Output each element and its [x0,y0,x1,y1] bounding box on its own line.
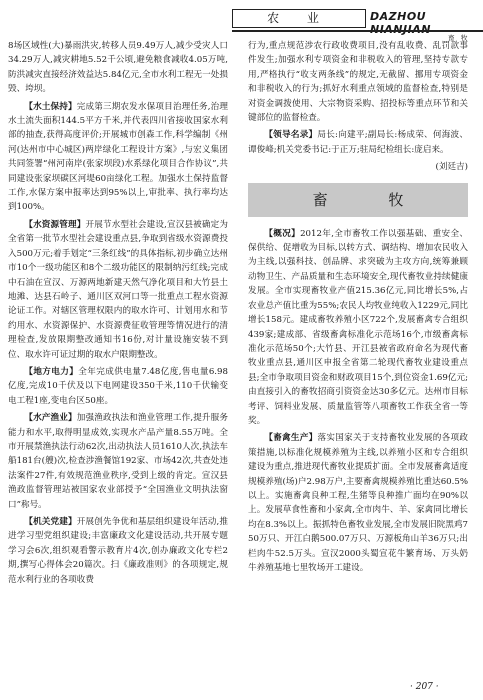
paragraph-continued: 行为,重点规范涉农行政收费项目,没有乱收费、乱罚款事件发生;加强水利专项资金和非税收入的管理,坚持专款专用,严格执行“收支两条线”的规定,无截留、挪用专项资金和非税收入的行为;抓好水利重点领域的监督检查,特别是对资金调拨使用、大宗物资采购、招投标等重点环节和关键部位的监督检查。 [248,41,468,124]
entry-body: 开展创先争优和基层组织建设年活动,推进学习型党组织建设;丰富廉政文化建设活动,共开展专题学习会6次,组织观看警示教育片4次,创办廉政文化专栏2期,撰写心得体会20篇次。扫《廉政准则》的各项规定,规范水利行业的各项收费 [8,517,228,585]
entry-tag: 【水土保持】 [24,101,77,112]
paragraph-water-resources [8,218,228,362]
paragraph-leaders [248,128,468,157]
page-number: · 207 · [410,682,439,692]
paragraph-party-building [8,515,228,587]
section-banner: 畜 牧 [248,183,468,217]
paragraph-intro: 8场区域性(大)暴雨洪灾,转移人员9.49万人,减少受灾人口34.29万人,减灾耕地5.52千公顷,避免粮食减收4.05万吨,防洪减灾直接经济效益达5.84亿元,全市水利工程无一处损毁、垮坝。 [8,41,228,95]
entry-body: 开展节水型社会建设,宣汉县被确定为全省第一批节水型社会建设重点县,争取到省级水资源费投入500万元;着手划定“三条红线”的具体指标,初步确立达州市10个一级功能区和8个二级功能区的限制纳污红线;完成中石油在宣汉、万源两地新建天然气净化项目和大竹县土地滩、达县石岭子、通川区双河口等一批重点工程水资源论证工作。对辖区管理权限内的取水许可、计划用水和节约用水、水资源保护、水资源费征收管理等情况进行的清理检查,发放限期整改通知书16份,对计量设施安装不到位、取水许可证过期的取水户限期整改。 [8,219,228,360]
header-rule [232,30,483,32]
entry-body: 局长:向建平;副局长:杨成荣、何海波、谭俊峰;机关党委书记:于正万;驻局纪检组长:庞启来。 [248,130,468,155]
entry-tag: 【畜禽生产】 [264,433,318,444]
paragraph-fisheries [8,411,228,512]
paragraph-livestock-production [248,431,468,575]
left-column [8,39,228,590]
paragraph-overview [248,227,468,429]
entry-tag: 【概况】 [264,228,301,239]
journal-name: DAZHOU [370,10,427,23]
section-title: 农 业 [232,9,366,28]
entry-tag: 【水资源管理】 [24,219,86,230]
entry-body: 完成第三期农发水保项目治理任务,治理水土流失面积144.5平方千米,并代表四川省接收国家水利部的抽查,获得高度评价;开展城市创森工作,科学编制《州河(达州市中心城区)两岸绿化工程设计方案》,与宏义集团共同签署“州河南岸(张家坝段)水系绿化项目合作协议”,共同建设张家坝碳区河堤60亩绿化工程。加强水土保持监督工作,水保方案申报率达到95%以上,审批率、执行率均达到100%。 [8,101,228,213]
entry-body: 全年完成供电量7.48亿度,售电量6.98亿度,完成10千伏及以下电网建设350千米,110千伏输变电工程1座,变电台区50座。 [8,366,228,406]
entry-tag: 【领导名录】 [264,130,318,141]
entry-body: 2012年,全市畜牧工作以强基础、重安全、保供给、促增收为目标,以转方式、调结构、增加农民收入为主线,以强科技、创品牌、求突破为主攻方向,统筹兼顾动物卫生、产品质量和生态环境安全,现代畜牧业持续健康发展。全市实现畜牧业产值215.36亿元,同比增长5%,占农业总产值比重为55%;农民人均牧业纯收入1229元,同比增长158元。建成畜牧养殖小区722个,发展畜禽专合组织439家;建成部、省级畜禽标准化示范场16个,市级畜禽标准化示范场50个;大竹县、开江县被省政府命名为现代畜牧业重点县,通川区申报全省第二轮现代畜牧业建设重点县;全市争取项目资金和财政项目15个,到位资金1.69亿元;由直接引入的畜牧招商引资资金达30多亿元。达州市目标考评、饲料业发展、质量监管等八项畜牧工作获全省一等奖。 [248,228,468,426]
paragraph-local-power [8,365,228,408]
entry-tag: 【地方电力】 [24,366,79,377]
paragraph-soil-conservation [8,100,228,215]
running-header [0,0,483,40]
author-credit: (刘廷吉) [435,162,468,173]
entry-tag: 【机关党建】 [24,517,77,527]
entry-tag: 【水产渔业】 [24,413,77,424]
entry-body: 落实国家关于支持畜牧业发展的各项政策措施,以标准化规模养殖为主线,以养殖小区和专合组织建设为重点,推进现代畜牧业提质扩面。全市发展畜禽适度规模养殖(场)户2.98万户,主要畜禽规模养殖比重达60.5%以上。实施畜禽良种工程,生猪等良种推广面均在90%以上。发展草食性畜和小家禽,全市肉牛、羊、家禽同比增长均在8.3%以上。振抓特色畜牧业发展,全市发展旧院黑鸡750万只、开江白鹅500.07万只、万源板角山羊36万只;出栏肉牛52.5万头。宣汉2000头蜀宣花牛繁育场、万头奶牛养殖基地七里牧场开工建设。 [248,433,468,573]
entry-body: 加强渔政执法和渔业管理工作,提升服务能力和水平,取得明显成效,实现水产品产量8.55万吨。全市开展禁渔执法行动62次,出动执法人员1610人次,执法车船181台(艘)次,检查涉渔餐馆192家、市场42次,共查处违法案件27件,有效规范渔业秩序,受到上级的肯定。宣汉县渔政监督管理站被国家农业部授予“全国渔业文明执法窗口”称号。 [8,413,228,510]
right-column [248,39,468,578]
subsection-label: 畜 牧 [448,34,468,42]
